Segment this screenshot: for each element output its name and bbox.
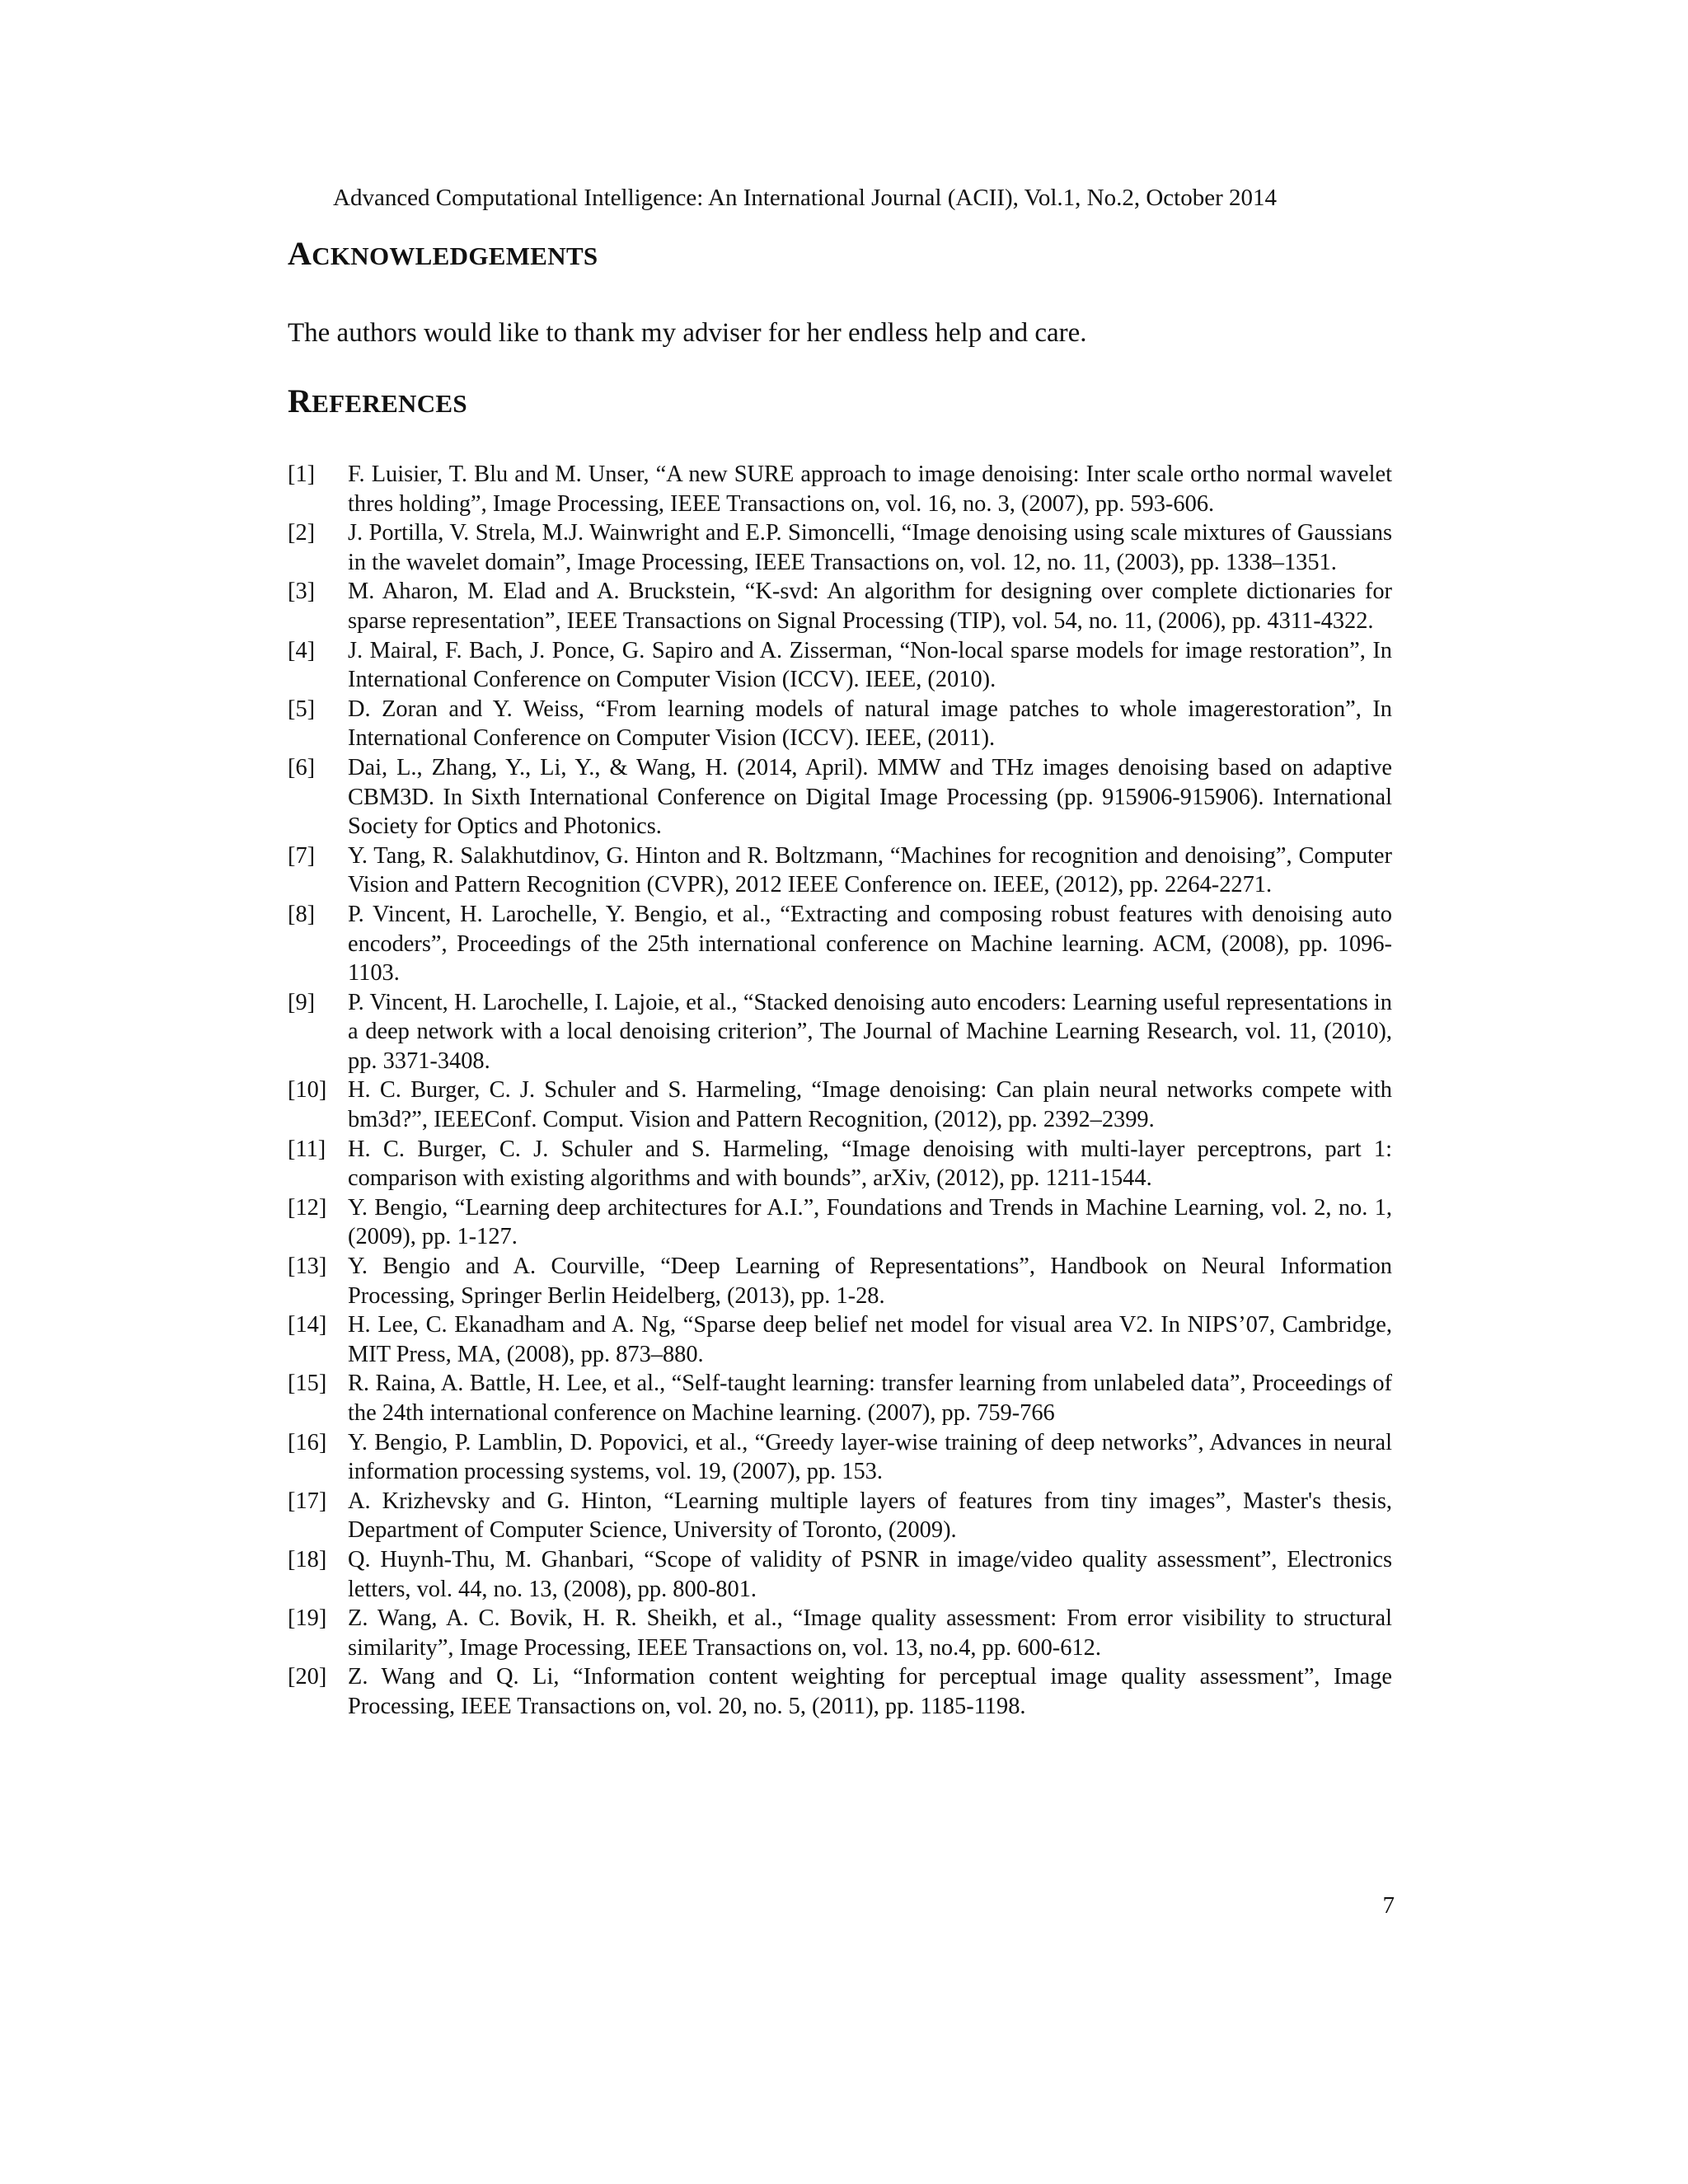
reference-text: P. Vincent, H. Larochelle, Y. Bengio, et al., “Extracting and composing robust features with denoising auto encoders”, Proceedings of the 25th international conference on Machine learning. ACM, (2008), pp. 1096-1103. (348, 901, 1392, 987)
reference-item (288, 460, 1392, 518)
reference-text: Z. Wang and Q. Li, “Information content weighting for perceptual image quality assessment”, Image Processing, IEEE Transactions on, vol. 20, no. 5, (2011), pp. 1185-1198. (348, 1664, 1392, 1719)
reference-text: H. Lee, C. Ekanadham and A. Ng, “Sparse deep belief net model for visual area V2. In NIPS’07, Cambridge, MIT Press, MA, (2008), pp. 873–880. (348, 1312, 1392, 1367)
reference-item (288, 1193, 1392, 1252)
reference-number: [5] (288, 696, 316, 722)
reference-number: [16] (288, 1429, 327, 1455)
reference-number: [2] (288, 520, 316, 546)
reference-text: F. Luisier, T. Blu and M. Unser, “A new SURE approach to image denoising: Inter scale ortho normal wavelet thres holding”, Image Processing, IEEE Transactions on, vol. 16, no. 3, (2007), pp. 593-606. (348, 462, 1392, 517)
references-heading-rest: EFERENCES (312, 389, 467, 418)
reference-number: [13] (288, 1254, 327, 1280)
reference-number: [10] (288, 1077, 327, 1104)
reference-item (288, 1428, 1392, 1487)
reference-number: [4] (288, 637, 316, 663)
references-heading-initial: R (288, 382, 312, 419)
reference-number: [6] (288, 754, 316, 780)
reference-number: [3] (288, 579, 316, 605)
reference-item (288, 695, 1392, 753)
acknowledgements-heading-rest: CKNOWLEDGEMENTS (312, 241, 598, 270)
reference-item (288, 1076, 1392, 1134)
reference-text: Y. Tang, R. Salakhutdinov, G. Hinton and R. Boltzmann, “Machines for recognition and denoising”, Computer Vision and Pattern Recognition (CVPR), 2012 IEEE Conference on. IEEE, (2012), pp. 2264-2271. (348, 842, 1392, 898)
reference-number: [9] (288, 989, 316, 1015)
reference-text: Dai, L., Zhang, Y., Li, Y., & Wang, H. (2014, April). MMW and THz images denoising based on adaptive CBM3D. In Sixth International Conference on Digital Image Processing (pp. 915906-915906). International Society for Optics and Photonics. (348, 754, 1392, 840)
reference-item (288, 1135, 1392, 1193)
reference-number: [11] (288, 1136, 326, 1162)
reference-text: J. Portilla, V. Strela, M.J. Wainwright and E.P. Simoncelli, “Image denoising using scale mixtures of Gaussians in the wavelet domain”, Image Processing, IEEE Transactions on, vol. 12, no. 11, (2003), pp. 1338–1351. (348, 520, 1392, 575)
reference-item (288, 988, 1392, 1076)
reference-text: Z. Wang, A. C. Bovik, H. R. Sheikh, et al., “Image quality assessment: From error visibility to structural similarity”, Image Processing, IEEE Transactions on, vol. 13, no.4, pp. 600-612. (348, 1605, 1392, 1661)
reference-item (288, 1487, 1392, 1545)
reference-item (288, 1369, 1392, 1427)
reference-item (288, 1310, 1392, 1369)
reference-item (288, 1545, 1392, 1604)
references-heading (288, 383, 467, 422)
reference-number: [19] (288, 1605, 327, 1632)
reference-item (288, 900, 1392, 988)
reference-item (288, 1662, 1392, 1721)
reference-number: [14] (288, 1312, 327, 1338)
reference-text: D. Zoran and Y. Weiss, “From learning models of natural image patches to whole imagerestoration”, In International Conference on Computer Vision (ICCV). IEEE, (2011). (348, 696, 1392, 752)
reference-text: Y. Bengio and A. Courville, “Deep Learning of Representations”, Handbook on Neural Information Processing, Springer Berlin Heidelberg, (2013), pp. 1-28. (348, 1254, 1392, 1309)
reference-text: H. C. Burger, C. J. Schuler and S. Harmeling, “Image denoising: Can plain neural networks compete with bm3d?”, IEEEConf. Comput. Vision and Pattern Recognition, (2012), pp. 2392–2399. (348, 1077, 1392, 1133)
reference-number: [18] (288, 1546, 327, 1572)
reference-item (288, 1604, 1392, 1662)
reference-text: J. Mairal, F. Bach, J. Ponce, G. Sapiro and A. Zisserman, “Non-local sparse models for image restoration”, In International Conference on Computer Vision (ICCV). IEEE, (2010). (348, 637, 1392, 693)
reference-item (288, 636, 1392, 695)
reference-text: Y. Bengio, P. Lamblin, D. Popovici, et al., “Greedy layer-wise training of deep networks”, Advances in neural information processing systems, vol. 19, (2007), pp. 153. (348, 1429, 1392, 1485)
reference-number: [1] (288, 462, 316, 487)
reference-item (288, 1252, 1392, 1310)
reference-text: Q. Huynh-Thu, M. Ghanbari, “Scope of validity of PSNR in image/video quality assessment”, Electronics letters, vol. 44, no. 13, (2008), pp. 800-801. (348, 1546, 1392, 1602)
reference-item (288, 753, 1392, 841)
reference-item (288, 841, 1392, 900)
running-header: Advanced Computational Intelligence: An International Journal (ACII), Vol.1, No.2, October 2014 (333, 185, 1277, 211)
reference-text: Y. Bengio, “Learning deep architectures for A.I.”, Foundations and Trends in Machine Learning, vol. 2, no. 1, (2009), pp. 1-127. (348, 1194, 1392, 1250)
reference-number: [12] (288, 1194, 327, 1221)
acknowledgements-text: The authors would like to thank my adviser for her endless help and care. (288, 318, 1087, 348)
reference-text: M. Aharon, M. Elad and A. Bruckstein, “K-svd: An algorithm for designing over complete dictionaries for sparse representation”, IEEE Transactions on Signal Processing (TIP), vol. 54, no. 11, (2006), pp. 4311-4322. (348, 579, 1392, 634)
reference-text: H. C. Burger, C. J. Schuler and S. Harmeling, “Image denoising with multi-layer perceptrons, part 1: comparison with existing algorithms and with bounds”, arXiv, (2012), pp. 1211-1544. (348, 1136, 1392, 1192)
reference-text: A. Krizhevsky and G. Hinton, “Learning multiple layers of features from tiny images”, Master's thesis, Department of Computer Science, University of Toronto, (2009). (348, 1488, 1392, 1544)
reference-number: [15] (288, 1371, 327, 1397)
reference-item (288, 518, 1392, 577)
reference-item (288, 577, 1392, 635)
reference-list (288, 460, 1392, 1722)
page-number: 7 (1382, 1892, 1395, 1919)
reference-number: [7] (288, 842, 316, 869)
reference-text: P. Vincent, H. Larochelle, I. Lajoie, et al., “Stacked denoising auto encoders: Learning useful representations in a deep network with a local denoising criterion”, The Journal of Machine Learning Research, vol. 11, (2010), pp. 3371-3408. (348, 989, 1392, 1074)
reference-number: [17] (288, 1488, 327, 1514)
reference-number: [20] (288, 1664, 327, 1690)
acknowledgements-heading (288, 236, 598, 274)
acknowledgements-heading-initial: A (288, 235, 312, 272)
reference-text: R. Raina, A. Battle, H. Lee, et al., “Self-taught learning: transfer learning from unlabeled data”, Proceedings of the 24th international conference on Machine learning. (2007), pp. 759-766 (348, 1371, 1392, 1426)
reference-number: [8] (288, 901, 316, 927)
